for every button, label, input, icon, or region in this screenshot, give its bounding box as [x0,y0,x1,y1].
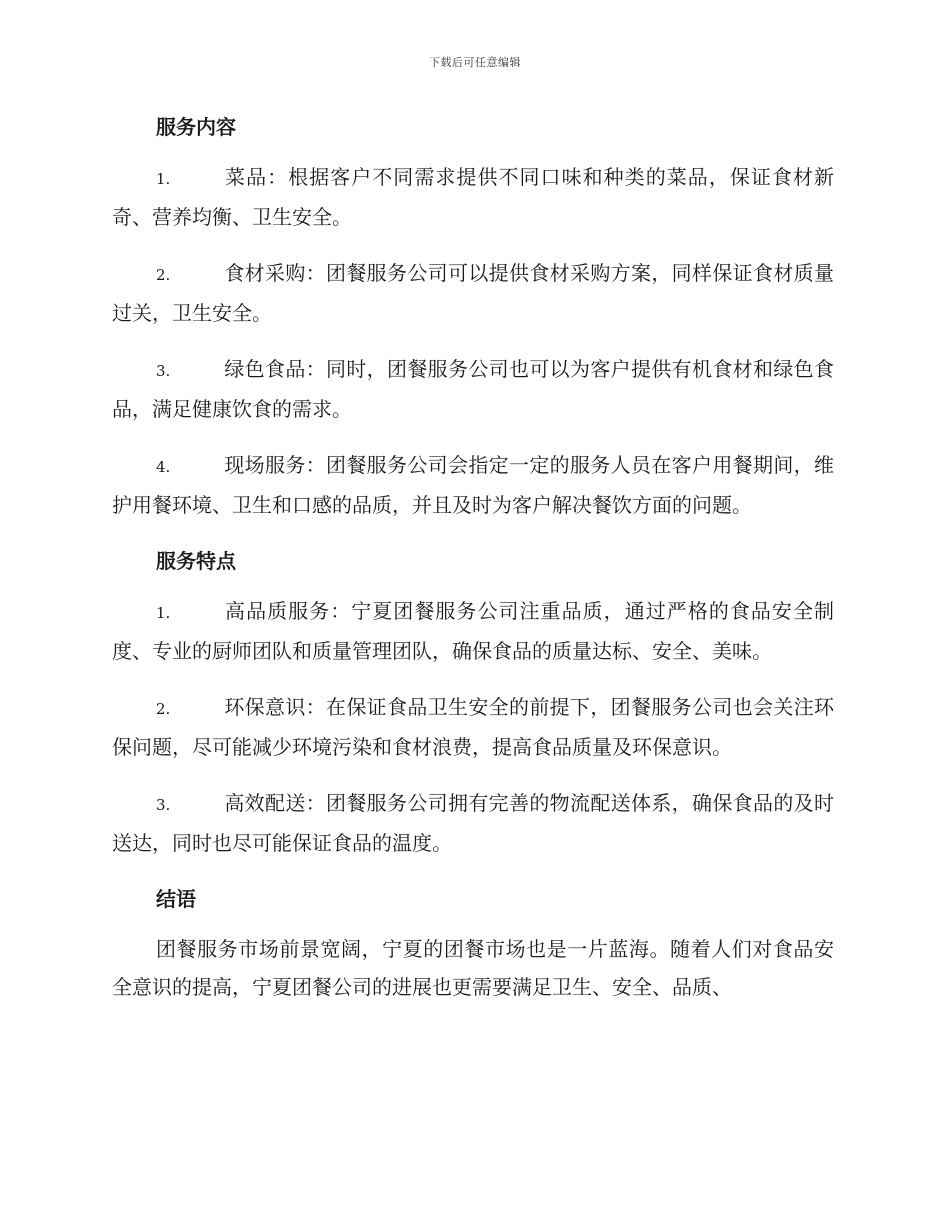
list-item [112,688,834,766]
list-number: 4. [156,458,171,476]
list-item [112,784,834,862]
conclusion-paragraph: 团餐服务市场前景宽阔，宁夏的团餐市场也是一片蓝海。随着人们对食品安全意识的提高，宁夏团餐公司的进展也更需要满足卫生、安全、品质、 [112,937,834,999]
list-number: 1. [156,604,171,622]
list-number: 3. [156,796,171,814]
list-item [112,592,834,670]
list-number: 1. [156,170,171,188]
list-item-text: 食材采购：团餐服务公司可以提供食材采购方案，同样保证食材质量过关，卫生安全。 [112,261,834,325]
list-item [112,446,834,524]
list-item-text: 绿色食品：同时，团餐服务公司也可以为客户提供有机食材和绿色食品，满足健康饮食的需求。 [112,357,834,421]
list-item-text: 现场服务：团餐服务公司会指定一定的服务人员在客户用餐期间，维护用餐环境、卫生和口感的品质，并且及时为客户解决餐饮方面的问题。 [112,453,834,517]
list-item [112,254,834,332]
document-body [112,108,834,1006]
list-item [112,350,834,428]
list-number: 3. [156,362,171,380]
page-header: 下载后可任意编辑 [429,56,521,69]
list-item-text: 菜品：根据客户不同需求提供不同口味和种类的菜品，保证食材新奇、营养均衡、卫生安全。 [112,165,834,229]
section-heading-conclusion: 结语 [156,887,196,911]
list-item [112,158,834,236]
list-item-text: 高品质服务：宁夏团餐服务公司注重品质，通过严格的食品安全制度、专业的厨师团队和质量管理团队，确保食品的质量达标、安全、美味。 [112,599,834,663]
list-number: 2. [156,700,171,718]
list-item-text: 环保意识：在保证食品卫生安全的前提下，团餐服务公司也会关注环保问题，尽可能减少环境污染和食材浪费，提高食品质量及环保意识。 [112,695,834,759]
list-item-text: 高效配送：团餐服务公司拥有完善的物流配送体系，确保食品的及时送达，同时也尽可能保证食品的温度。 [112,791,834,855]
section-heading-service-content: 服务内容 [156,115,236,139]
section-heading-service-features: 服务特点 [156,549,236,573]
list-number: 2. [156,266,171,284]
